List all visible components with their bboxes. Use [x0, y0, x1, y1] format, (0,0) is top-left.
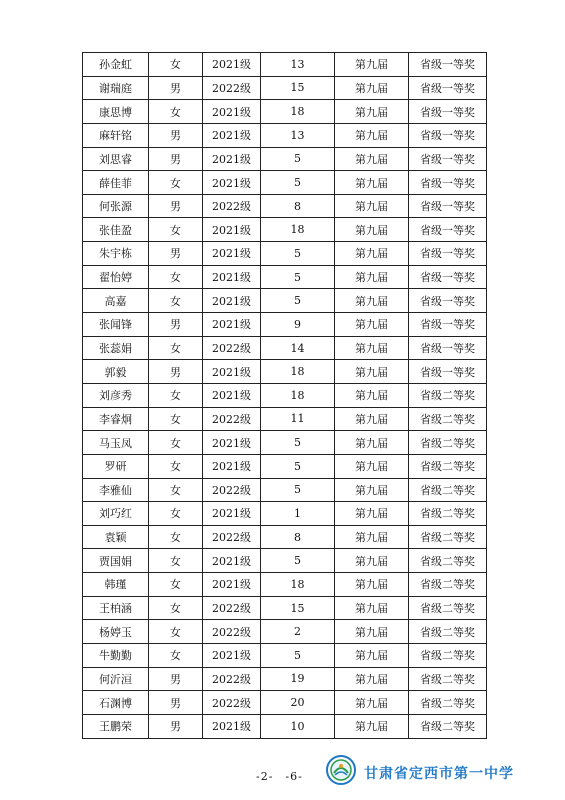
name-cell: 郭毅 [83, 360, 149, 384]
table-row [83, 360, 487, 384]
award-cell: 省级一等奖 [409, 76, 487, 100]
class-cell: 5 [261, 147, 335, 171]
grade-cell: 2021级 [203, 242, 261, 266]
class-cell: 13 [261, 123, 335, 147]
table-row [83, 620, 487, 644]
award-cell: 省级二等奖 [409, 714, 487, 738]
gender-cell: 女 [149, 596, 203, 620]
table-row [83, 667, 487, 691]
table-row [83, 218, 487, 242]
table-row [83, 100, 487, 124]
table-row [83, 147, 487, 171]
table-row [83, 289, 487, 313]
gender-cell: 男 [149, 360, 203, 384]
grade-cell: 2022级 [203, 667, 261, 691]
table-row [83, 596, 487, 620]
session-cell: 第九届 [335, 313, 409, 337]
grade-cell: 2022级 [203, 478, 261, 502]
name-cell: 李雅仙 [83, 478, 149, 502]
gender-cell: 女 [149, 171, 203, 195]
gender-cell: 女 [149, 53, 203, 77]
table-row [83, 171, 487, 195]
name-cell: 杨婷玉 [83, 620, 149, 644]
table-row [83, 265, 487, 289]
grade-cell: 2022级 [203, 194, 261, 218]
name-cell: 何张源 [83, 194, 149, 218]
table-body [83, 53, 487, 739]
grade-cell: 2021级 [203, 100, 261, 124]
name-cell: 贾国娟 [83, 549, 149, 573]
name-cell: 刘巧红 [83, 502, 149, 526]
gender-cell: 女 [149, 289, 203, 313]
class-cell: 5 [261, 549, 335, 573]
grade-cell: 2021级 [203, 573, 261, 597]
gender-cell: 女 [149, 620, 203, 644]
class-cell: 18 [261, 100, 335, 124]
gender-cell: 女 [149, 549, 203, 573]
gender-cell: 女 [149, 454, 203, 478]
gender-cell: 女 [149, 100, 203, 124]
award-cell: 省级一等奖 [409, 265, 487, 289]
name-cell: 石渊博 [83, 691, 149, 715]
grade-cell: 2021级 [203, 147, 261, 171]
table-row [83, 313, 487, 337]
gender-cell: 男 [149, 194, 203, 218]
table-row [83, 53, 487, 77]
session-cell: 第九届 [335, 596, 409, 620]
class-cell: 8 [261, 194, 335, 218]
award-cell: 省级二等奖 [409, 644, 487, 668]
session-cell: 第九届 [335, 549, 409, 573]
name-cell: 张蕊娟 [83, 336, 149, 360]
session-cell: 第九届 [335, 123, 409, 147]
class-cell: 18 [261, 573, 335, 597]
name-cell: 高嘉 [83, 289, 149, 313]
table-row [83, 714, 487, 738]
award-cell: 省级二等奖 [409, 407, 487, 431]
class-cell: 9 [261, 313, 335, 337]
session-cell: 第九届 [335, 407, 409, 431]
table-row [83, 502, 487, 526]
table-row [83, 407, 487, 431]
name-cell: 刘思睿 [83, 147, 149, 171]
award-cell: 省级二等奖 [409, 620, 487, 644]
award-cell: 省级二等奖 [409, 502, 487, 526]
class-cell: 5 [261, 171, 335, 195]
award-cell: 省级一等奖 [409, 289, 487, 313]
gender-cell: 女 [149, 336, 203, 360]
grade-cell: 2021级 [203, 289, 261, 313]
gender-cell: 女 [149, 431, 203, 455]
session-cell: 第九届 [335, 620, 409, 644]
name-cell: 孙金虹 [83, 53, 149, 77]
table-row [83, 336, 487, 360]
session-cell: 第九届 [335, 667, 409, 691]
table-row [83, 478, 487, 502]
gender-cell: 男 [149, 714, 203, 738]
grade-cell: 2022级 [203, 407, 261, 431]
award-table [82, 52, 487, 739]
session-cell: 第九届 [335, 336, 409, 360]
gender-cell: 女 [149, 383, 203, 407]
grade-cell: 2021级 [203, 360, 261, 384]
table-row [83, 123, 487, 147]
class-cell: 5 [261, 644, 335, 668]
table-row [83, 644, 487, 668]
class-cell: 5 [261, 431, 335, 455]
session-cell: 第九届 [335, 171, 409, 195]
name-cell: 韩瑾 [83, 573, 149, 597]
table-row [83, 573, 487, 597]
session-cell: 第九届 [335, 454, 409, 478]
name-cell: 牛勤勤 [83, 644, 149, 668]
session-cell: 第九届 [335, 242, 409, 266]
grade-cell: 2021级 [203, 53, 261, 77]
name-cell: 袁颖 [83, 525, 149, 549]
class-cell: 15 [261, 596, 335, 620]
award-cell: 省级一等奖 [409, 194, 487, 218]
table-row [83, 194, 487, 218]
class-cell: 20 [261, 691, 335, 715]
table-row [83, 431, 487, 455]
grade-cell: 2021级 [203, 431, 261, 455]
name-cell: 朱宇栋 [83, 242, 149, 266]
award-cell: 省级二等奖 [409, 525, 487, 549]
name-cell: 何沂洹 [83, 667, 149, 691]
grade-cell: 2022级 [203, 525, 261, 549]
gender-cell: 男 [149, 123, 203, 147]
gender-cell: 女 [149, 218, 203, 242]
name-cell: 刘彦秀 [83, 383, 149, 407]
class-cell: 2 [261, 620, 335, 644]
page-number: -2- -6- [256, 770, 303, 783]
award-cell: 省级一等奖 [409, 171, 487, 195]
session-cell: 第九届 [335, 644, 409, 668]
award-cell: 省级二等奖 [409, 691, 487, 715]
award-cell: 省级二等奖 [409, 667, 487, 691]
gender-cell: 女 [149, 407, 203, 431]
name-cell: 翟怡婷 [83, 265, 149, 289]
gender-cell: 女 [149, 525, 203, 549]
session-cell: 第九届 [335, 478, 409, 502]
award-cell: 省级二等奖 [409, 596, 487, 620]
session-cell: 第九届 [335, 431, 409, 455]
award-cell: 省级一等奖 [409, 53, 487, 77]
grade-cell: 2022级 [203, 691, 261, 715]
grade-cell: 2021级 [203, 218, 261, 242]
session-cell: 第九届 [335, 691, 409, 715]
class-cell: 15 [261, 76, 335, 100]
session-cell: 第九届 [335, 289, 409, 313]
session-cell: 第九届 [335, 53, 409, 77]
school-name: 甘肃省定西市第一中学 [364, 766, 514, 782]
grade-cell: 2022级 [203, 620, 261, 644]
award-cell: 省级二等奖 [409, 383, 487, 407]
award-cell: 省级一等奖 [409, 242, 487, 266]
grade-cell: 2021级 [203, 644, 261, 668]
award-cell: 省级二等奖 [409, 478, 487, 502]
session-cell: 第九届 [335, 218, 409, 242]
session-cell: 第九届 [335, 100, 409, 124]
name-cell: 薛佳菲 [83, 171, 149, 195]
class-cell: 18 [261, 383, 335, 407]
award-cell: 省级二等奖 [409, 454, 487, 478]
gender-cell: 女 [149, 573, 203, 597]
class-cell: 1 [261, 502, 335, 526]
session-cell: 第九届 [335, 194, 409, 218]
gender-cell: 男 [149, 76, 203, 100]
class-cell: 18 [261, 218, 335, 242]
award-cell: 省级一等奖 [409, 218, 487, 242]
grade-cell: 2022级 [203, 596, 261, 620]
class-cell: 5 [261, 478, 335, 502]
gender-cell: 男 [149, 667, 203, 691]
session-cell: 第九届 [335, 502, 409, 526]
award-cell: 省级一等奖 [409, 336, 487, 360]
class-cell: 10 [261, 714, 335, 738]
name-cell: 王鹏荣 [83, 714, 149, 738]
grade-cell: 2021级 [203, 171, 261, 195]
gender-cell: 男 [149, 147, 203, 171]
class-cell: 5 [261, 265, 335, 289]
award-cell: 省级一等奖 [409, 147, 487, 171]
grade-cell: 2021级 [203, 313, 261, 337]
table-row [83, 242, 487, 266]
grade-cell: 2021级 [203, 123, 261, 147]
name-cell: 谢瑞庭 [83, 76, 149, 100]
grade-cell: 2022级 [203, 76, 261, 100]
name-cell: 王柏涵 [83, 596, 149, 620]
name-cell: 马玉凤 [83, 431, 149, 455]
class-cell: 13 [261, 53, 335, 77]
grade-cell: 2021级 [203, 265, 261, 289]
name-cell: 张佳盈 [83, 218, 149, 242]
session-cell: 第九届 [335, 383, 409, 407]
session-cell: 第九届 [335, 147, 409, 171]
grade-cell: 2022级 [203, 336, 261, 360]
session-cell: 第九届 [335, 573, 409, 597]
gender-cell: 女 [149, 502, 203, 526]
class-cell: 5 [261, 454, 335, 478]
award-cell: 省级二等奖 [409, 431, 487, 455]
class-cell: 18 [261, 360, 335, 384]
gender-cell: 女 [149, 644, 203, 668]
session-cell: 第九届 [335, 360, 409, 384]
award-cell: 省级二等奖 [409, 549, 487, 573]
award-cell: 省级一等奖 [409, 100, 487, 124]
grade-cell: 2021级 [203, 383, 261, 407]
gender-cell: 男 [149, 242, 203, 266]
table-row [83, 549, 487, 573]
award-cell: 省级一等奖 [409, 360, 487, 384]
school-emblem-icon [326, 755, 356, 785]
gender-cell: 女 [149, 478, 203, 502]
award-cell: 省级一等奖 [409, 123, 487, 147]
page-footer [0, 752, 565, 792]
name-cell: 罗研 [83, 454, 149, 478]
class-cell: 19 [261, 667, 335, 691]
gender-cell: 男 [149, 313, 203, 337]
name-cell: 康思博 [83, 100, 149, 124]
table-row [83, 691, 487, 715]
grade-cell: 2021级 [203, 454, 261, 478]
award-cell: 省级一等奖 [409, 313, 487, 337]
name-cell: 张闻锋 [83, 313, 149, 337]
table-row [83, 383, 487, 407]
session-cell: 第九届 [335, 76, 409, 100]
table-row [83, 525, 487, 549]
class-cell: 8 [261, 525, 335, 549]
name-cell: 李睿炯 [83, 407, 149, 431]
table-row [83, 76, 487, 100]
class-cell: 14 [261, 336, 335, 360]
table-row [83, 454, 487, 478]
session-cell: 第九届 [335, 525, 409, 549]
session-cell: 第九届 [335, 714, 409, 738]
class-cell: 5 [261, 289, 335, 313]
gender-cell: 男 [149, 691, 203, 715]
grade-cell: 2021级 [203, 502, 261, 526]
session-cell: 第九届 [335, 265, 409, 289]
name-cell: 麻轩铭 [83, 123, 149, 147]
class-cell: 5 [261, 242, 335, 266]
award-cell: 省级二等奖 [409, 573, 487, 597]
gender-cell: 女 [149, 265, 203, 289]
class-cell: 11 [261, 407, 335, 431]
grade-cell: 2021级 [203, 714, 261, 738]
grade-cell: 2021级 [203, 549, 261, 573]
